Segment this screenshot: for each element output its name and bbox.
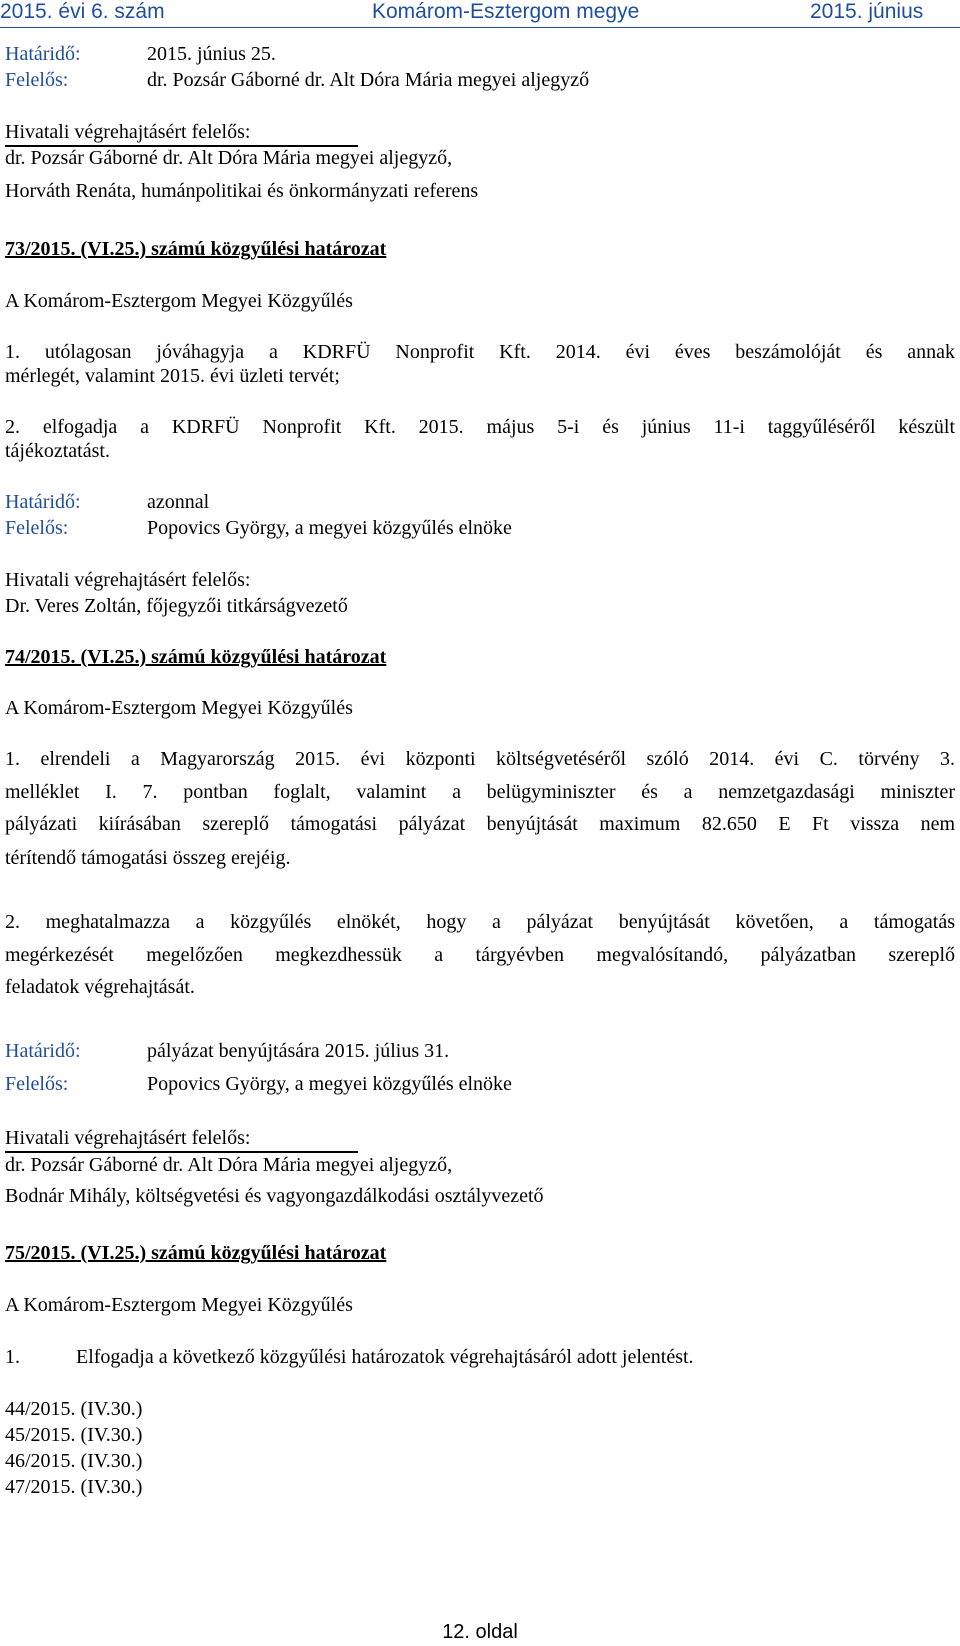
resolution-title: 75/2015. (VI.25.) számú közgyűlési határozat	[5, 1242, 387, 1264]
header-county: Komárom-Esztergom megye	[372, 0, 640, 23]
resolution-item: 2. meghatalmazza a közgyűlés elnökét, hogy a pályázat benyújtását követően, a támogatás	[5, 911, 955, 933]
responsible-value: dr. Pozsár Gáborné dr. Alt Dóra Mária megyei aljegyző	[147, 69, 590, 91]
office-responsible-line: Horváth Renáta, humánpolitikai és önkormányzati referens	[5, 180, 479, 202]
resolution-item-number: 1.	[5, 1346, 20, 1368]
assembly-heading: A Komárom-Esztergom Megyei Közgyűlés	[5, 290, 353, 312]
responsible-value: Popovics György, a megyei közgyűlés elnöke	[147, 1073, 512, 1095]
resolution-item: 1. elrendeli a Magyarország 2015. évi központi költségvetéséről szóló 2014. évi C. törvény 3.	[5, 748, 955, 770]
header-month: 2015. június	[810, 0, 924, 23]
resolution-item-cont: feladatok végrehajtását.	[5, 976, 195, 998]
resolution-item-cont: pályázati kiírásában szereplő támogatási pályázat benyújtását maximum 82.650 E Ft vissza nem	[5, 813, 955, 835]
header-issue: 2015. évi 6. szám	[0, 0, 165, 23]
office-responsible-line: dr. Pozsár Gáborné dr. Alt Dóra Mária megyei aljegyző,	[5, 1154, 453, 1176]
assembly-heading: A Komárom-Esztergom Megyei Közgyűlés	[5, 697, 353, 719]
office-responsible-label: Hivatali végrehajtásért felelős:	[5, 121, 251, 143]
deadline-label: Határidő:	[5, 1040, 81, 1062]
resolution-list-item: 46/2015. (IV.30.)	[5, 1450, 143, 1472]
resolution-item-cont: megérkezését megelőzően megkezdhessük a tárgyévben megvalósítandó, pályázatban szereplő	[5, 944, 955, 966]
assembly-heading: A Komárom-Esztergom Megyei Közgyűlés	[5, 1294, 353, 1316]
deadline-value: azonnal	[147, 491, 210, 513]
office-responsible-label: Hivatali végrehajtásért felelős:	[5, 1127, 251, 1149]
deadline-value: 2015. június 25.	[147, 43, 276, 65]
deadline-label: Határidő:	[5, 43, 81, 65]
resolution-item-cont: tájékoztatást.	[5, 440, 110, 462]
resolution-item-cont: mérlegét, valamint 2015. évi üzleti tervét;	[5, 365, 340, 387]
resolution-list-item: 45/2015. (IV.30.)	[5, 1424, 143, 1446]
resolution-list-item: 47/2015. (IV.30.)	[5, 1476, 143, 1498]
resolution-item-cont: térítendő támogatási összeg erejéig.	[5, 847, 291, 869]
office-responsible-line: Bodnár Mihály, költségvetési és vagyongazdálkodási osztályvezető	[5, 1185, 544, 1207]
page-header	[0, 0, 960, 24]
resolution-item: 1. utólagosan jóváhagyja a KDRFÜ Nonprofit Kft. 2014. évi éves beszámolóját és annak	[5, 341, 955, 363]
responsible-label: Felelős:	[5, 517, 69, 539]
responsible-label: Felelős:	[5, 69, 69, 91]
office-responsible-line: Dr. Veres Zoltán, főjegyzői titkárságvezető	[5, 595, 348, 617]
resolution-list-item: 44/2015. (IV.30.)	[5, 1398, 143, 1420]
office-responsible-line: dr. Pozsár Gáborné dr. Alt Dóra Mária megyei aljegyző,	[5, 147, 453, 169]
resolution-item: 2. elfogadja a KDRFÜ Nonprofit Kft. 2015. május 5-i és június 11-i taggyűléséről készült	[5, 416, 955, 438]
deadline-value: pályázat benyújtására 2015. július 31.	[147, 1040, 450, 1062]
deadline-label: Határidő:	[5, 491, 81, 513]
header-divider	[0, 27, 960, 28]
responsible-label: Felelős:	[5, 1073, 69, 1095]
responsible-value: Popovics György, a megyei közgyűlés elnöke	[147, 517, 512, 539]
resolution-item-cont: melléklet I. 7. pontban foglalt, valamint a belügyminiszter és a nemzetgazdasági miniszter	[5, 781, 955, 803]
resolution-title: 74/2015. (VI.25.) számú közgyűlési határozat	[5, 646, 387, 668]
resolution-item: Elfogadja a következő közgyűlési határozatok végrehajtásáról adott jelentést.	[76, 1346, 694, 1368]
page-number: 12. oldal	[442, 1621, 518, 1643]
office-responsible-label: Hivatali végrehajtásért felelős:	[5, 569, 251, 591]
resolution-title: 73/2015. (VI.25.) számú közgyűlési határozat	[5, 238, 387, 260]
